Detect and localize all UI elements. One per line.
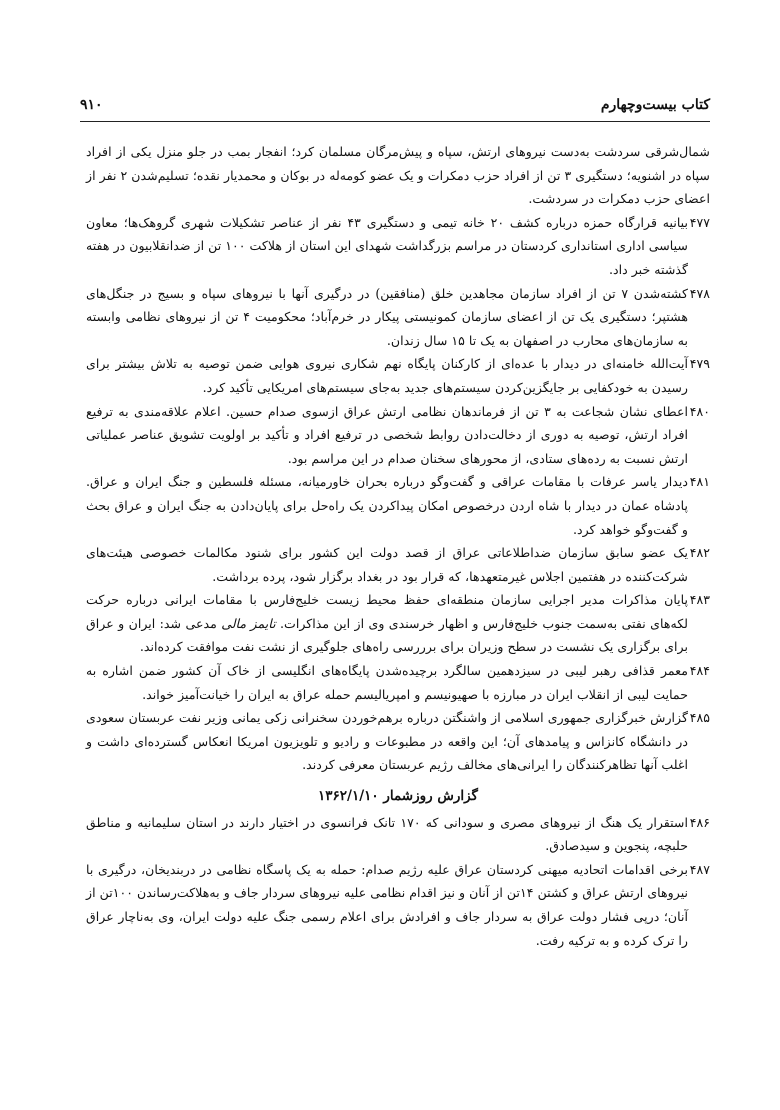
- item-text: برخی اقدامات اتحادیه میهنی کردستان عراق علیه رژیم صدام: حمله به یک پاسگاه نظامی در دربندیخان، درگیری با نیروهای ارتش عراق و کشتن ۱۴تن از آنان و نیز اقدام نظامی علیه نیروهای سردار جاف و به‌هلاکت‌رساندن ۱۰۰تن از آنان؛ درپی فشار دولت عراق به سردار جاف و افرادش برای اعلام رسمی جنگ علیه دولت ایران، وی به‌ناچار عراق را ترک کرده و به ترکیه رفت.: [86, 861, 688, 948]
- list-item: [86, 470, 710, 541]
- item-number: ۴۸۳: [689, 592, 710, 608]
- list-item: [86, 858, 710, 952]
- list-item: [86, 211, 710, 282]
- list-item: [86, 400, 710, 471]
- list-item: [86, 352, 710, 399]
- item-text: استقرار یک هنگ از نیروهای مصری و سودانی که ۱۷۰ تانک فرانسوی در اختیار دارند در استان سلیمانیه و مناطق حلبچه، پنجوین و سیدصادق.: [86, 814, 688, 854]
- list-item: [86, 811, 710, 858]
- list-item: [86, 659, 710, 706]
- item-number: ۴۸۰: [689, 403, 710, 419]
- item-text: اعطای نشان شجاعت به ۳ تن از فرماندهان نظامی ارتش عراق ازسوی صدام حسین. اعلام علاقه‌مندی به ترفیع افراد ارتش، توصیه به دوری از دخالت‌دادن روابط شخصی در ترفیع افراد و تأکید بر اولویت تشویق عناصر عملیاتی ارتش نسبت به رده‌های ستادی، از محورهای سخنان صدام در این مراسم بود.: [86, 403, 688, 466]
- running-header: [80, 94, 710, 116]
- item-text-part: مدعی شد: ایران و عراق برای برگزاری یک نشست در سطح وزیران برای برررسی راه‌های جلوگیری از نشت نفت موافقت کرده‌اند.: [86, 615, 688, 655]
- item-number: ۴۸۷: [689, 861, 710, 877]
- item-text: گزارش خبرگزاری جمهوری اسلامی از واشنگتن درباره برهم‌خوردن سخنرانی زکی یمانی وزیر نفت عربستان سعودی در دانشگاه کانزاس و پیامدهای آن؛ این واقعه در مطبوعات و رادیو و تلویزیون امریکا انعکاس گسترده‌ای داشت و اغلب آنها تظاهرکنندگان را ایرانی‌های مخالف رژیم عربستان معرفی کردند.: [86, 710, 688, 773]
- list-item: [86, 588, 710, 659]
- item-number: ۴۷۹: [689, 356, 710, 372]
- item-text: دیدار یاسر عرفات با مقامات عراقی و گفت‌وگو درباره بحران خاورمیانه، مسئله فلسطین و جنگ ایران و عراق. پادشاه عمان در دیدار با شاه اردن درخصوص امکان پیداکردن یک راه‌حل برای پایان‌دادن به جنگ ایران و عراق بحث و گفت‌وگو خواهد کرد.: [86, 474, 688, 537]
- page-number: ۹۱۰: [80, 97, 103, 113]
- item-text: یک عضو سابق سازمان ضداطلاعاتی عراق از قصد دولت این کشور برای شنود مکالمات خصوصی هیئت‌های شرکت‌کننده در هفتمین اجلاس غیرمتعهدها، که قرار بود در بغداد برگزار شود، پرده برداشت.: [86, 545, 688, 584]
- item-number: ۴۷۷: [689, 214, 710, 230]
- page-body: [86, 140, 710, 952]
- item-number: ۴۷۸: [689, 285, 710, 301]
- item-text-part: پایان مذاکرات مدیر اجرایی سازمان منطقه‌ای حفظ محیط زیست خلیج‌فارس با مقامات ایرانی درباره حرکت لکه‌های نفتی به‌سمت جنوب خلیج‌فارس و اظهار خرسندی وی از این مذاکرات.: [86, 592, 688, 631]
- item-text: بیانیه قرارگاه حمزه درباره کشف ۲۰ خانه تیمی و دستگیری ۴۳ نفر از عناصر تشکیلات شهری گروهک‌ها؛ معاون سیاسی اداری استانداری کردستان در مراسم بزرگداشت شهدای این استان از هلاکت ۱۰۰ تن از ضدانقلابیون در هفته گذشته خبر داد.: [86, 214, 688, 277]
- item-number: ۴۸۶: [689, 814, 710, 830]
- intro-paragraph: شمال‌شرقی سردشت به‌دست نیروهای ارتش، سپاه و پیش‌مرگان مسلمان کرد؛ انفجار بمب در جلو منزل یکی از افراد سپاه در اشنویه؛ دستگیری ۳ تن از افراد حزب دمکرات و یک عضو کومه‌له در بوکان و محمدیار نقده؛ تسلیم‌شدن ۲ نفر از اعضای حزب دمکرات در سردشت.: [86, 144, 710, 207]
- item-text: کشته‌شدن ۷ تن از افراد سازمان مجاهدین خلق (منافقین) در درگیری آنها با نیروهای سپاه و بسیج در جنگل‌های هشتپر؛ دستگیری یک تن از اعضای سازمان کمونیستی پیکار در خرم‌آباد؛ محکومیت ۴ تن از نیروهای نظامی وابسته به سازمان‌های محارب در اصفهان به یک تا ۱۵ سال زندان.: [86, 285, 688, 348]
- italic-source-reference: تایمز مالی: [221, 615, 276, 631]
- list-item: [86, 282, 710, 353]
- item-text: [86, 588, 688, 659]
- list-item: [86, 706, 710, 777]
- item-number: ۴۸۲: [689, 545, 710, 561]
- header-divider: [80, 121, 710, 122]
- item-number: ۴۸۵: [689, 710, 710, 726]
- book-title: کتاب بیست‌وچهارم: [600, 97, 710, 113]
- item-text: معمر قذافی رهبر لیبی در سیزدهمین سالگرد برچیده‌شدن پایگاه‌های انگلیسی از خاک آن کشور ضمن اشاره به حمایت لیبی از انقلاب ایران در مبارزه با صهیونیسم و امپریالیسم حمله عراق به ایران را خیانت‌آمیز خواند.: [86, 663, 688, 702]
- list-item: [86, 541, 710, 588]
- item-number: ۴۸۱: [689, 474, 710, 490]
- item-text: آیت‌الله خامنه‌ای در دیدار با عده‌ای از کارکنان پایگاه نهم شکاری نیروی هوایی ضمن توصیه به تلاش بیشتر برای رسیدن به خودکفایی بر جایگزین‌کردن سیستم‌های جدید به‌جای سیستم‌های امریکایی تأکید کرد.: [86, 356, 688, 395]
- section-heading: گزارش روزشمار ۱۳۶۲/۱/۱۰: [318, 788, 478, 805]
- item-number: ۴۸۴: [689, 663, 710, 679]
